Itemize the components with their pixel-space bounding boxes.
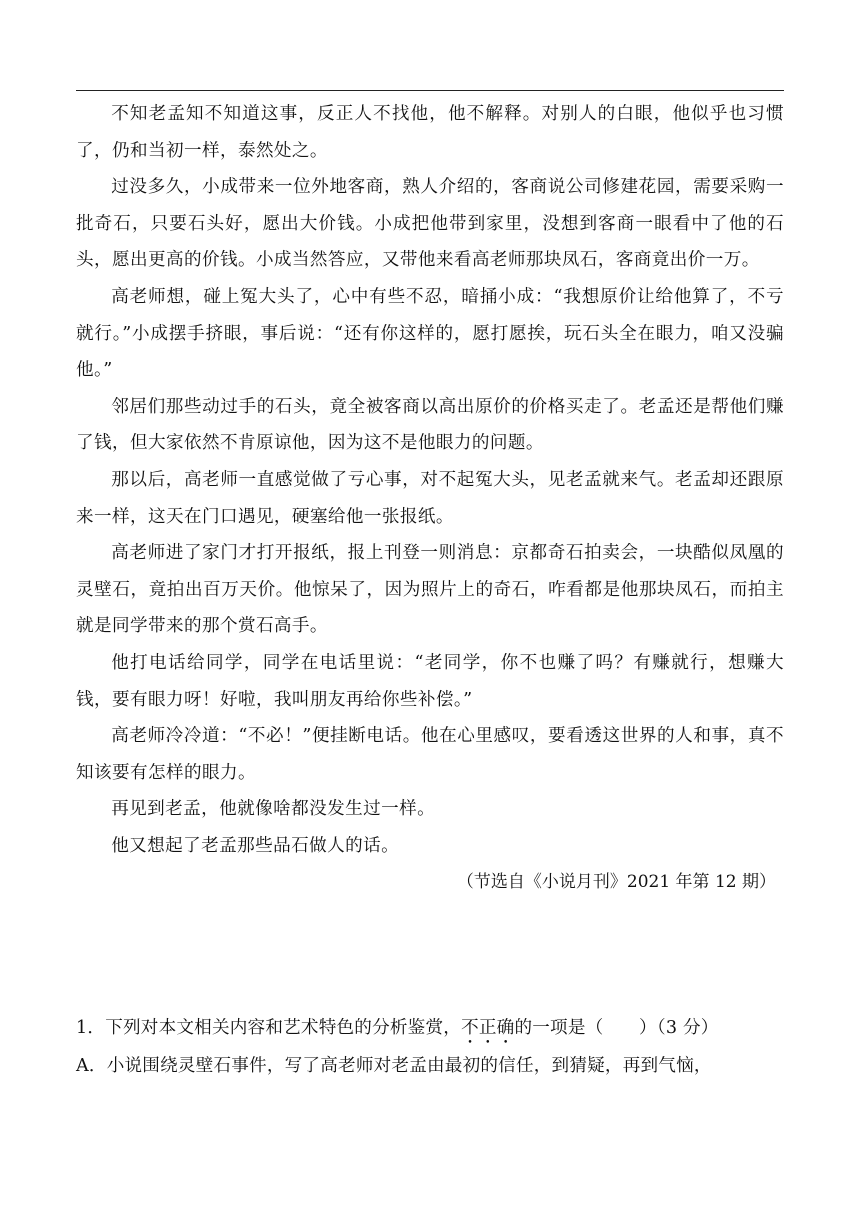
question-1-emphasis: 不正确 [461,1018,515,1038]
paragraph-9: 再见到老孟，他就像啥都没发生过一样。 [111,799,436,820]
question-1-option-a: A．小说围绕灵壁石事件，写了高老师对老孟由最初的信任，到猜疑，再到气恼， [76,1056,712,1076]
header-rule [76,90,784,91]
paragraph-5: 那以后，高老师一直感觉做了亏心事，对不起冤大头，见老孟就来气。老孟却还跟原来一样，这天在门口遇见，硬塞给他一张报纸。 [76,469,784,527]
paragraph-10: 他又想起了老孟那些品石做人的话。 [111,835,400,856]
paragraph-4: 邻居们那些动过手的石头，竟全被客商以高出原价的价格买走了。老孟还是帮他们赚了钱，但大家依然不肯原谅他，因为这不是他眼力的问题。 [76,396,784,454]
question-1-stem-end: 的一项是（ ）（3 分） [514,1018,719,1038]
question-section [76,1010,788,1085]
paragraph-6: 高老师进了家门才打开报纸，报上刊登一则消息：京都奇石拍卖会，一块酷似凤凰的灵壁石，竟拍出百万天价。他惊呆了，因为照片上的奇石，咋看都是他那块凤石，而拍主就是同学带来的那个赏石高手。 [76,543,784,637]
paragraph-1: 不知老孟知不知道这事，反正人不找他，他不解释。对别人的白眼，他似乎也习惯了，仍和当初一样，泰然处之。 [76,104,784,161]
paragraph-8: 高老师冷冷道：“不必！”便挂断电话。他在心里感叹，要看透这世界的人和事，真不知该要有怎样的眼力。 [76,726,784,783]
paragraph-2: 过没多久，小成带来一位外地客商，熟人介绍的，客商说公司修建花园，需要采购一批奇石，只要石头好，愿出大价钱。小成把他带到家里，没想到客商一眼看中了他的石头，愿出更高的价钱。小成当然答应，又带他来看高老师那块凤石，客商竟出价一万。 [76,177,784,271]
source-citation: （节选自《小说月刊》2021 年第 12 期） [456,872,776,893]
paragraph-3: 高老师想，碰上冤大头了，心中有些不忍，暗捅小成：“我想原价让给他算了，不亏就行。”小成摆手挤眼，事后说：“还有你这样的，愿打愿挨，玩石头全在眼力，咱又没骗他。” [76,286,784,381]
question-1-stem [76,1010,788,1048]
question-1-stem-start: 1．下列对本文相关内容和艺术特色的分析鉴赏， [76,1018,462,1038]
story-excerpt [76,96,784,901]
paragraph-7: 他打电话给同学，同学在电话里说：“老同学，你不也赚了吗？有赚就行，想赚大钱，要有眼力呀！好啦，我叫朋友再给你些补偿。” [76,652,784,710]
